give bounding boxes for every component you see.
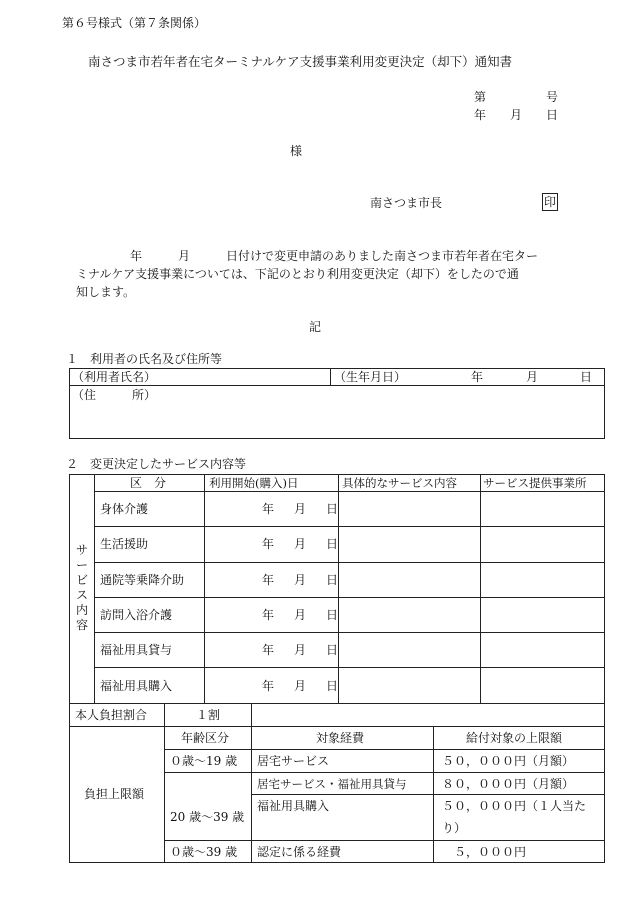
side-label-char: サ [75,543,88,557]
date-month-unit: 月 [294,573,307,587]
side-label-char: 内 [75,603,88,617]
date-year-unit: 年 [262,643,275,657]
document-date-label: 年 月 日 [474,108,559,122]
limit-header-age: 年齢区分 [181,731,230,745]
service-name: 通院等乗降介助 [100,573,185,587]
service-name: 福祉用具貸与 [100,643,173,657]
birth-day-unit: 日 [580,370,593,384]
copay-label: 本人負担割合 [75,708,148,722]
body-line-2: ミナルケア支援事業については、下記のとおり利用変更決定（却下）をしたので通 [76,267,519,281]
limit-cap-continued: り） [442,821,467,835]
date-month-unit: 月 [294,502,307,516]
date-month-unit: 月 [294,537,307,551]
header-start-date: 利用開始(購入)日 [209,476,299,490]
date-year-unit: 年 [262,608,275,622]
date-day-unit: 日 [326,608,339,622]
limit-expense: 居宅サービス・福祉用具貸与 [257,777,407,791]
limit-expense: 認定に係る経費 [257,845,342,859]
limit-expense: 福祉用具購入 [257,799,330,813]
limit-expense: 居宅サービス [257,754,330,768]
date-month-unit: 月 [294,679,307,693]
limit-label: 負担上限額 [84,787,145,801]
ki-mark: 記 [309,320,322,334]
birth-year-unit: 年 [471,370,484,384]
date-day-unit: 日 [326,502,339,516]
document-title: 南さつま市若年者在宅ターミナルケア支援事業利用変更決定（却下）通知書 [88,54,513,69]
header-provider: サービス提供事業所 [483,476,587,490]
recipient-suffix: 様 [290,144,303,158]
limit-cap: ５，０００円 [454,845,527,859]
service-name: 訪問入浴介護 [100,608,173,622]
date-month-unit: 月 [294,643,307,657]
limit-cap: ５０，０００円（１人当た [442,799,587,813]
side-label-char: ス [75,588,88,602]
birth-date-label: （生年月日） [334,370,407,384]
issuer-name: 南さつま市長 [370,196,443,210]
limit-age: ０歳～39 歳 [170,845,238,859]
service-name: 生活援助 [100,537,149,551]
date-year-unit: 年 [262,502,275,516]
service-name: 身体介護 [100,502,149,516]
seal-mark: 印 [543,195,556,209]
date-year-unit: 年 [262,679,275,693]
side-label-char: 容 [75,618,88,632]
side-label-char: ビ [75,573,88,587]
limit-age: ０歳～19 歳 [170,754,238,768]
limit-header-expense: 対象経費 [316,731,365,745]
date-day-unit: 日 [326,679,339,693]
birth-month-unit: 月 [526,370,539,384]
document-number-label: 第 号 [474,90,559,104]
address-label: （住 所） [72,388,157,402]
limit-age: 20 歳～39 歳 [170,810,245,824]
date-day-unit: 日 [326,643,339,657]
header-service-detail: 具体的なサービス内容 [342,476,457,490]
copay-value: １割 [196,708,221,722]
user-name-label: （利用者氏名） [72,370,157,384]
body-line-3: 知します。 [76,285,136,299]
date-month-unit: 月 [294,608,307,622]
date-day-unit: 日 [326,573,339,587]
side-label-char: ー [75,558,88,572]
date-day-unit: 日 [326,537,339,551]
date-year-unit: 年 [262,537,275,551]
body-line-1: 年 月 日付けで変更申請のありました南さつま市若年者在宅ター [130,249,539,263]
date-year-unit: 年 [262,573,275,587]
limit-cap: ５０，０００円（月額） [442,754,575,768]
section-1-heading: １ 利用者の氏名及び住所等 [66,352,223,366]
service-name: 福祉用具購入 [100,679,173,693]
header-category: 区 分 [130,476,167,490]
form-number: 第６号様式（第７条関係） [62,16,207,30]
section-2-heading: ２ 変更決定したサービス内容等 [66,457,247,471]
limit-cap: ８０，０００円（月額） [442,777,575,791]
limit-header-cap: 給付対象の上限額 [466,731,563,745]
